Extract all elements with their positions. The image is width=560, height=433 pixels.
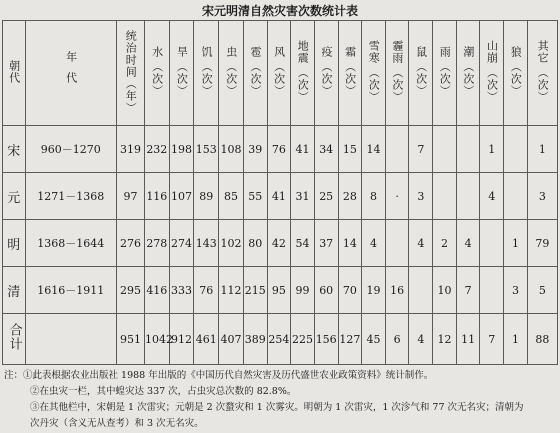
reign-cell: 276 (117, 220, 145, 267)
value-cell: 42 (267, 220, 291, 267)
value-cell: 108 (219, 126, 244, 173)
value-cell: 4 (456, 220, 480, 267)
value-cell: 10 (433, 267, 457, 314)
value-cell: 60 (314, 267, 338, 314)
value-cell: 333 (169, 267, 194, 314)
value-cell: 4 (409, 220, 433, 267)
value-cell (385, 126, 409, 173)
value-cell: 6 (385, 314, 409, 365)
value-cell: 461 (194, 314, 219, 365)
value-cell: 198 (169, 126, 194, 173)
value-cell (456, 126, 480, 173)
header-type-16: 其它 （次） (527, 21, 557, 126)
value-cell (385, 220, 409, 267)
header-years: 年代 (25, 21, 116, 126)
header-reign: 统治时间（年） (117, 21, 145, 126)
value-cell: 14 (338, 220, 362, 267)
value-cell: 19 (362, 267, 386, 314)
note-2: ②在虫灾一栏，其中蝗灾达 337 次，占虫灾总次数的 82.8%。 (30, 386, 297, 397)
years-cell: 1616－1911 (25, 267, 116, 314)
value-cell: 37 (314, 220, 338, 267)
value-cell: 34 (314, 126, 338, 173)
value-cell: 3 (409, 173, 433, 220)
value-cell: 80 (243, 220, 267, 267)
value-cell (433, 126, 457, 173)
value-cell (480, 267, 504, 314)
years-cell: 960－1270 (25, 126, 116, 173)
value-cell: 278 (144, 220, 169, 267)
value-cell: 127 (338, 314, 362, 365)
value-cell: 143 (194, 220, 219, 267)
value-cell: 7 (409, 126, 433, 173)
value-cell (504, 126, 528, 173)
dynasty-cell: 元 (3, 173, 26, 220)
header-type-2: 饥 （次） (194, 21, 219, 126)
dynasty-cell: 宋 (3, 126, 26, 173)
note-3-continued: 次丹灾（含义无从查考）和 3 次无名灾。 (30, 418, 204, 429)
value-cell: 4 (409, 314, 433, 365)
header-type-5: 风 （次） (267, 21, 291, 126)
value-cell: 39 (243, 126, 267, 173)
header-type-12: 雨 （次） (433, 21, 457, 126)
header-type-10: 霾雨 （次） (385, 21, 409, 126)
value-cell (433, 173, 457, 220)
header-dynasty: 朝代 (3, 21, 26, 126)
header-type-9: 雪寒 （次） (362, 21, 386, 126)
header-type-6: 地震 （次） (291, 21, 315, 126)
value-cell: 99 (291, 267, 315, 314)
value-cell: 28 (338, 173, 362, 220)
reign-cell: 97 (117, 173, 145, 220)
value-cell: 76 (267, 126, 291, 173)
value-cell: 1042 (144, 314, 169, 365)
value-cell: 912 (169, 314, 194, 365)
value-cell: 85 (219, 173, 244, 220)
value-cell: 45 (362, 314, 386, 365)
header-type-13: 潮 （次） (456, 21, 480, 126)
value-cell: 107 (169, 173, 194, 220)
value-cell: 1 (504, 220, 528, 267)
value-cell: 31 (291, 173, 315, 220)
value-cell: 14 (362, 126, 386, 173)
value-cell: 1 (527, 126, 557, 173)
value-cell: 116 (144, 173, 169, 220)
value-cell (480, 220, 504, 267)
table-notes (4, 368, 556, 432)
value-cell: 215 (243, 267, 267, 314)
header-type-1: 旱 （次） (169, 21, 194, 126)
value-cell: 225 (291, 314, 315, 365)
value-cell: 232 (144, 126, 169, 173)
value-cell: 8 (362, 173, 386, 220)
header-type-14: 山崩 （次） (480, 21, 504, 126)
value-cell: 274 (169, 220, 194, 267)
value-cell: 153 (194, 126, 219, 173)
header-type-0: 水 （次） (144, 21, 169, 126)
dynasty-cell: 清 (3, 267, 26, 314)
table-row (3, 220, 558, 267)
value-cell: · (385, 173, 409, 220)
value-cell: 112 (219, 267, 244, 314)
value-cell: 15 (338, 126, 362, 173)
value-cell (456, 173, 480, 220)
value-cell: 156 (314, 314, 338, 365)
years-cell (25, 314, 116, 365)
value-cell: 79 (527, 220, 557, 267)
header-type-7: 疫 （次） (314, 21, 338, 126)
table-row (3, 126, 558, 173)
value-cell: 12 (433, 314, 457, 365)
header-type-3: 虫 （次） (219, 21, 244, 126)
value-cell: 16 (385, 267, 409, 314)
value-cell: 95 (267, 267, 291, 314)
value-cell: 70 (338, 267, 362, 314)
value-cell: 389 (243, 314, 267, 365)
value-cell: 11 (456, 314, 480, 365)
header-type-15: 狼 （次） (504, 21, 528, 126)
value-cell (409, 267, 433, 314)
years-cell: 1368－1644 (25, 220, 116, 267)
header-type-11: 鼠 （次） (409, 21, 433, 126)
table-title: 宋元明清自然灾害次数统计表 (201, 4, 358, 18)
value-cell: 2 (433, 220, 457, 267)
value-cell (504, 173, 528, 220)
note-3: ③在其他栏中，宋朝是 1 次雷灾；元朝是 2 次蝥灾和 1 次雾灾。明朝为 1 次雷灾，1 次沴气和 77 次无名灾；清朝为 (30, 402, 524, 413)
value-cell: 41 (291, 126, 315, 173)
header-type-8: 霜 （次） (338, 21, 362, 126)
table-row (3, 267, 558, 314)
value-cell: 41 (267, 173, 291, 220)
value-cell: 3 (504, 267, 528, 314)
years-cell: 1271－1368 (25, 173, 116, 220)
value-cell: 1 (504, 314, 528, 365)
value-cell: 7 (480, 314, 504, 365)
value-cell: 407 (219, 314, 244, 365)
disaster-stats-table (2, 20, 558, 365)
value-cell: 88 (527, 314, 557, 365)
value-cell: 55 (243, 173, 267, 220)
value-cell: 89 (194, 173, 219, 220)
value-cell: 54 (291, 220, 315, 267)
value-cell: 102 (219, 220, 244, 267)
header-row (3, 21, 558, 126)
value-cell: 4 (362, 220, 386, 267)
value-cell: 25 (314, 173, 338, 220)
value-cell: 76 (194, 267, 219, 314)
total-label: 合计 (3, 314, 26, 365)
reign-cell: 319 (117, 126, 145, 173)
table-row (3, 173, 558, 220)
value-cell: 3 (527, 173, 557, 220)
header-type-4: 雹 （次） (243, 21, 267, 126)
value-cell: 416 (144, 267, 169, 314)
value-cell: 254 (267, 314, 291, 365)
reign-cell: 295 (117, 267, 145, 314)
value-cell: 4 (480, 173, 504, 220)
note-1: 注：①此表根据农业出版社 1988 年出版的《中国历代自然灾害及历代盛世农业政策资料》统计制作。 (4, 370, 434, 381)
value-cell: 7 (456, 267, 480, 314)
dynasty-cell: 明 (3, 220, 26, 267)
value-cell: 1 (480, 126, 504, 173)
value-cell: 5 (527, 267, 557, 314)
total-row (3, 314, 558, 365)
reign-cell: 951 (117, 314, 145, 365)
